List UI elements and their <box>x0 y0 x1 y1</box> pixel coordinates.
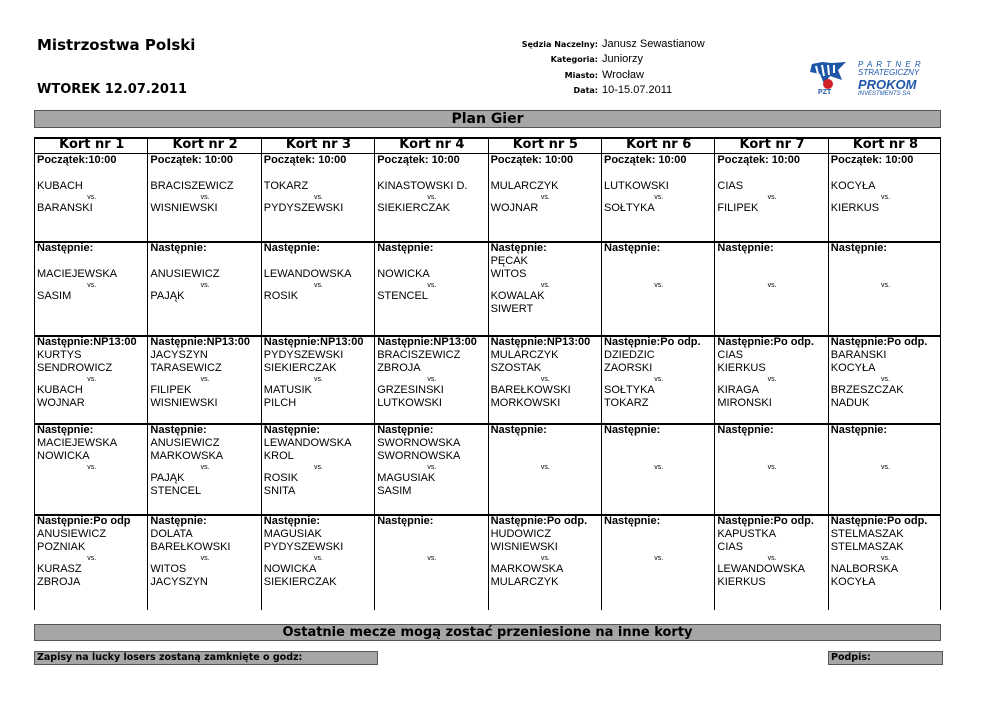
partner-line-2: STRATEGICZNY <box>858 68 920 77</box>
player-name: KOWALAK <box>490 290 545 302</box>
player-name: NOWICKA <box>263 563 317 575</box>
player-name: MULARCZYK <box>490 349 559 361</box>
match-slot <box>264 242 373 303</box>
match-slot <box>264 154 373 215</box>
player-name: CIAS <box>717 180 744 192</box>
player-name: KAPUSTKA <box>717 528 777 540</box>
slot-title: Początek: 10:00 <box>490 154 574 166</box>
match-slot <box>604 154 713 215</box>
player-name: WITOS <box>150 563 187 575</box>
match-slot <box>717 424 826 472</box>
vs-label: vs. <box>540 376 550 383</box>
player-name: HUDOWICZ <box>490 528 552 540</box>
vs-label: vs. <box>540 282 550 289</box>
match-slot <box>264 336 373 410</box>
vs-label: vs. <box>87 282 97 289</box>
court-header: Kort nr 7 <box>739 137 805 152</box>
court-column <box>601 137 715 610</box>
player-name: MARKOWSKA <box>150 450 224 462</box>
player-name: MORKOWSKI <box>490 397 561 409</box>
vs-label: vs. <box>200 555 210 562</box>
schedule-grid <box>34 137 941 610</box>
slot-title: Następnie: <box>150 242 207 254</box>
player-name: BRACISZEWICZ <box>150 180 234 192</box>
vs-label: vs. <box>654 282 664 289</box>
match-slot <box>491 336 600 410</box>
player-name: KOCYŁA <box>830 576 876 588</box>
slot-title: Początek: 10:00 <box>150 154 233 166</box>
vs-label: vs. <box>200 282 210 289</box>
player-name: STELMASZAK <box>830 541 904 553</box>
player-name: JACYSZYN <box>150 576 208 588</box>
player-name: NOWICKA <box>37 450 90 462</box>
player-name: KINASTOWSKI D. <box>377 180 468 192</box>
player-name: KIERKUS <box>830 202 880 214</box>
court-header: Kort nr 1 <box>59 137 125 152</box>
match-slot <box>604 336 713 410</box>
player-name: MIRONSKI <box>717 397 772 409</box>
player-name: WOJNAR <box>490 202 539 214</box>
player-name: SWORNOWSKA <box>377 437 461 449</box>
player-name: PYDYSZEWSKI <box>263 349 344 361</box>
meta-dates <box>470 84 710 96</box>
vs-label: vs. <box>87 464 97 471</box>
court-column <box>147 137 261 610</box>
slot-title: Następnie:NP13:00 <box>490 336 591 348</box>
slot-title: Następnie:NP13:00 <box>377 336 477 348</box>
slot-title: Następnie:Po odp <box>37 515 131 527</box>
vs-label: vs. <box>767 555 777 562</box>
player-name: LEWANDOWSKA <box>263 268 352 280</box>
player-name: FILIPEK <box>150 384 192 396</box>
player-name: SNITA <box>263 485 296 497</box>
match-slot <box>831 424 940 472</box>
player-name: WITOS <box>490 268 527 280</box>
match-slot <box>831 336 940 410</box>
player-name: PILCH <box>263 397 297 409</box>
slot-title: Następnie:Po odp. <box>490 515 588 527</box>
slot-title: Początek: 10:00 <box>377 154 460 166</box>
player-name: SZOSTAK <box>490 362 542 374</box>
slot-title: Następnie: <box>37 424 94 436</box>
match-slot <box>377 515 486 563</box>
match-slot <box>604 242 713 290</box>
vs-label: vs. <box>314 555 323 562</box>
vs-label: vs. <box>540 194 550 201</box>
match-slot <box>37 242 146 303</box>
match-slot <box>150 424 259 498</box>
slot-title: Następnie: <box>717 424 774 436</box>
slot-title: Następnie: <box>263 424 321 436</box>
vs-label: vs. <box>881 194 890 201</box>
vs-label: vs. <box>767 376 777 383</box>
match-slot <box>37 515 146 589</box>
player-name: KUBACH <box>37 180 83 192</box>
player-name: ROSIK <box>263 472 299 484</box>
slot-title: Następnie:Po odp. <box>830 515 928 527</box>
slot-title: Następnie: <box>830 424 888 436</box>
match-slot <box>491 515 600 589</box>
meta-value: Juniorzy <box>602 53 643 65</box>
vs-label: vs. <box>767 282 777 289</box>
player-name: MARKOWSKA <box>490 563 564 575</box>
player-name: JACYSZYN <box>150 349 208 361</box>
match-slot <box>37 336 146 410</box>
player-name: SWORNOWSKA <box>377 450 461 462</box>
player-name: PYDYSZEWSKI <box>263 541 344 553</box>
slot-title: Następnie: <box>717 242 774 254</box>
meta-referee <box>470 38 710 50</box>
vs-label: vs. <box>427 282 437 289</box>
player-name: SIEKIERCZAK <box>263 576 337 588</box>
court-header: Kort nr 8 <box>852 137 919 152</box>
player-name: KROL <box>263 450 294 462</box>
player-name: ZBROJA <box>377 362 421 374</box>
player-name: KUBACH <box>37 384 83 396</box>
slot-title: Następnie: <box>37 242 94 254</box>
court-column <box>374 137 488 610</box>
meta-label: Kategoria: <box>550 55 598 64</box>
player-name: SOŁTYKA <box>604 384 655 396</box>
player-name: ANUSIEWICZ <box>150 268 220 280</box>
player-name: PAJĄK <box>150 472 185 484</box>
player-name: BAREŁKOWSKI <box>490 384 571 396</box>
slot-title: Następnie:Po odp. <box>717 336 814 348</box>
player-name: KURTYS <box>37 349 82 361</box>
vs-label: vs. <box>767 194 777 201</box>
meta-label: Data: <box>573 86 598 95</box>
prokom-wordmark: PROKOM <box>858 77 917 92</box>
player-name: LUTKOWSKI <box>604 180 669 192</box>
vs-label: vs. <box>654 376 664 383</box>
footer-notice-bar: Ostatnie mecze mogą zostać przeniesione na inne korty <box>34 624 941 641</box>
vs-label: vs. <box>881 464 890 471</box>
match-slot <box>717 154 826 215</box>
vs-label: vs. <box>87 376 97 383</box>
player-name: BARANSKI <box>37 202 93 214</box>
player-name: FILIPEK <box>717 202 759 214</box>
player-name: WISNIEWSKI <box>490 541 558 553</box>
player-name: PYDYSZEWSKI <box>263 202 344 214</box>
vs-label: vs. <box>314 194 323 201</box>
vs-label: vs. <box>200 194 210 201</box>
player-name: CIAS <box>717 349 744 361</box>
player-name: ZBROJA <box>37 576 81 588</box>
player-name: LEWANDOWSKA <box>263 437 352 449</box>
vs-label: vs. <box>427 555 437 562</box>
player-name: NALBORSKA <box>830 563 899 575</box>
match-slot <box>831 515 940 589</box>
slot-title: Następnie: <box>377 242 434 254</box>
player-name: KIRAGA <box>717 384 759 396</box>
vs-label: vs. <box>427 194 437 201</box>
court-header: Kort nr 2 <box>172 137 238 152</box>
vs-label: vs. <box>881 376 890 383</box>
pzt-logo-text: PZT <box>818 89 832 96</box>
meta-city <box>470 69 710 81</box>
court-column <box>261 137 375 610</box>
player-name: STELMASZAK <box>830 528 904 540</box>
match-slot <box>377 336 486 410</box>
lucky-losers-bar: Zapisy na lucky losers zostaną zamknięte o godz: <box>34 651 378 665</box>
player-name: BARANSKI <box>830 349 887 361</box>
vs-label: vs. <box>427 464 437 471</box>
slot-title: Początek: 10:00 <box>830 154 914 166</box>
slot-title: Początek: 10:00 <box>717 154 800 166</box>
match-slot <box>37 424 146 472</box>
slot-title: Następnie: <box>150 515 207 527</box>
player-name: DOLATA <box>150 528 193 540</box>
match-slot <box>377 424 486 498</box>
slot-title: Następnie: <box>604 242 661 254</box>
meta-value: Wrocław <box>602 69 644 81</box>
court-header: Kort nr 4 <box>399 137 465 152</box>
player-name: SIEKIERCZAK <box>377 202 450 214</box>
vs-label: vs. <box>767 464 777 471</box>
vs-label: vs. <box>200 376 210 383</box>
meta-category <box>470 53 710 65</box>
player-name: PAJĄK <box>150 290 185 302</box>
match-slot <box>831 242 940 290</box>
player-name: GRZESINSKI <box>377 384 444 396</box>
slot-title: Początek:10:00 <box>37 154 117 166</box>
player-name: LEWANDOWSKA <box>717 563 805 575</box>
slot-title: Następnie: <box>377 515 434 527</box>
vs-label: vs. <box>87 555 97 562</box>
court-header: Kort nr 5 <box>512 137 578 152</box>
player-name: MATUSIK <box>263 384 312 396</box>
vs-label: vs. <box>654 555 664 562</box>
player-name: SASIM <box>37 290 72 302</box>
slot-title: Następnie: <box>604 515 661 527</box>
slot-title: Następnie:NP13:00 <box>263 336 364 348</box>
match-slot <box>150 242 259 303</box>
player-name: TOKARZ <box>604 397 649 409</box>
player-name: MACIEJEWSKA <box>37 437 118 449</box>
player-name: STENCEL <box>377 290 428 302</box>
match-slot <box>604 515 713 563</box>
slot-title: Następnie:Po odp. <box>830 336 928 348</box>
player-name: KOCYŁA <box>830 180 876 192</box>
court-column <box>828 137 942 610</box>
court-column <box>714 137 828 610</box>
match-slot <box>717 515 826 589</box>
vs-label: vs. <box>200 464 210 471</box>
match-slot <box>264 515 373 589</box>
match-slot <box>377 154 486 215</box>
player-name: KURASZ <box>37 563 82 575</box>
player-name: NADUK <box>830 397 870 409</box>
player-name: LUTKOWSKI <box>377 397 442 409</box>
match-slot <box>150 515 259 589</box>
player-name: PĘCAK <box>490 255 528 267</box>
match-slot <box>377 242 486 303</box>
prokom-subline: INVESTMENTS SA <box>858 91 911 97</box>
player-name: SASIM <box>377 485 412 497</box>
day-date: WTOREK 12.07.2011 <box>37 82 187 97</box>
player-name: BAREŁKOWSKI <box>150 541 231 553</box>
court-header: Kort nr 3 <box>285 137 352 152</box>
player-name: NOWICKA <box>377 268 430 280</box>
player-name: DZIEDZIC <box>604 349 655 361</box>
slot-title: Następnie: <box>604 424 661 436</box>
vs-label: vs. <box>427 376 437 383</box>
player-name: WISNIEWSKI <box>150 397 218 409</box>
player-name: ZAORSKI <box>604 362 653 374</box>
vs-label: vs. <box>654 194 664 201</box>
match-slot <box>831 154 940 215</box>
match-slot <box>717 336 826 410</box>
player-name: ANUSIEWICZ <box>37 528 107 540</box>
vs-label: vs. <box>540 464 550 471</box>
match-slot <box>717 242 826 290</box>
slot-title: Początek: 10:00 <box>604 154 687 166</box>
grid-right-border <box>940 137 941 610</box>
player-name: TARASEWICZ <box>150 362 222 374</box>
slot-title: Następnie: <box>377 424 434 436</box>
player-name: MACIEJEWSKA <box>37 268 118 280</box>
player-name: WISNIEWSKI <box>150 202 218 214</box>
meta-label: Sędzia Naczelny: <box>521 40 598 49</box>
player-name: MAGUSIAK <box>377 472 436 484</box>
pzt-logo <box>808 58 850 96</box>
player-name: TOKARZ <box>263 180 309 192</box>
prokom-logo <box>858 60 938 98</box>
slot-title: Następnie:NP13:00 <box>37 336 137 348</box>
meta-label: Miasto: <box>564 71 598 80</box>
meta-value: Janusz Sewastianow <box>602 38 705 50</box>
signature-bar: Podpis: <box>828 651 943 665</box>
slot-title: Następnie: <box>830 242 888 254</box>
vs-label: vs. <box>654 464 664 471</box>
match-slot <box>37 154 146 215</box>
slot-title: Następnie:Po odp. <box>604 336 701 348</box>
vs-label: vs. <box>540 555 550 562</box>
match-slot <box>150 154 259 215</box>
player-name: POZNIAK <box>37 541 86 553</box>
match-slot <box>264 424 373 498</box>
slot-title: Następnie:NP13:00 <box>150 336 251 348</box>
slot-title: Następnie: <box>490 242 547 254</box>
player-name: MULARCZYK <box>490 576 559 588</box>
slot-title: Następnie: <box>263 242 321 254</box>
slot-title: Następnie: <box>490 424 547 436</box>
player-name: SENDROWICZ <box>37 362 113 374</box>
vs-label: vs. <box>881 555 890 562</box>
player-name: SIWERT <box>490 303 534 315</box>
player-name: MAGUSIAK <box>263 528 322 540</box>
match-slot <box>491 424 600 472</box>
player-name: ROSIK <box>263 290 299 302</box>
player-name: STENCEL <box>150 485 202 497</box>
player-name: KIERKUS <box>717 576 766 588</box>
tournament-title: Mistrzostwa Polski <box>37 36 196 54</box>
match-slot <box>491 242 600 316</box>
partner-line-1: P A R T N E R <box>858 60 922 69</box>
match-slot <box>150 336 259 410</box>
match-slot <box>491 154 600 215</box>
player-name: BRACISZEWICZ <box>377 349 461 361</box>
vs-label: vs. <box>314 282 323 289</box>
player-name: BRZESZCZAK <box>830 384 904 396</box>
plan-title-bar: Plan Gier <box>34 110 941 128</box>
player-name: KOCYŁA <box>830 362 876 374</box>
player-name: WOJNAR <box>37 397 85 409</box>
match-slot <box>604 424 713 472</box>
player-name: KIERKUS <box>717 362 766 374</box>
vs-label: vs. <box>314 376 323 383</box>
slot-title: Początek: 10:00 <box>263 154 347 166</box>
player-name: ANUSIEWICZ <box>150 437 220 449</box>
slot-title: Następnie: <box>263 515 321 527</box>
player-name: MULARCZYK <box>490 180 559 192</box>
meta-value: 10-15.07.2011 <box>602 84 673 96</box>
slot-title: Następnie:Po odp. <box>717 515 814 527</box>
player-name: SIEKIERCZAK <box>263 362 337 374</box>
court-header: Kort nr 6 <box>626 137 692 152</box>
player-name: SOŁTYKA <box>604 202 655 214</box>
player-name: CIAS <box>717 541 744 553</box>
vs-label: vs. <box>314 464 323 471</box>
slot-title: Następnie: <box>150 424 207 436</box>
vs-label: vs. <box>881 282 890 289</box>
court-column <box>488 137 602 610</box>
court-column <box>34 137 148 610</box>
vs-label: vs. <box>87 194 97 201</box>
